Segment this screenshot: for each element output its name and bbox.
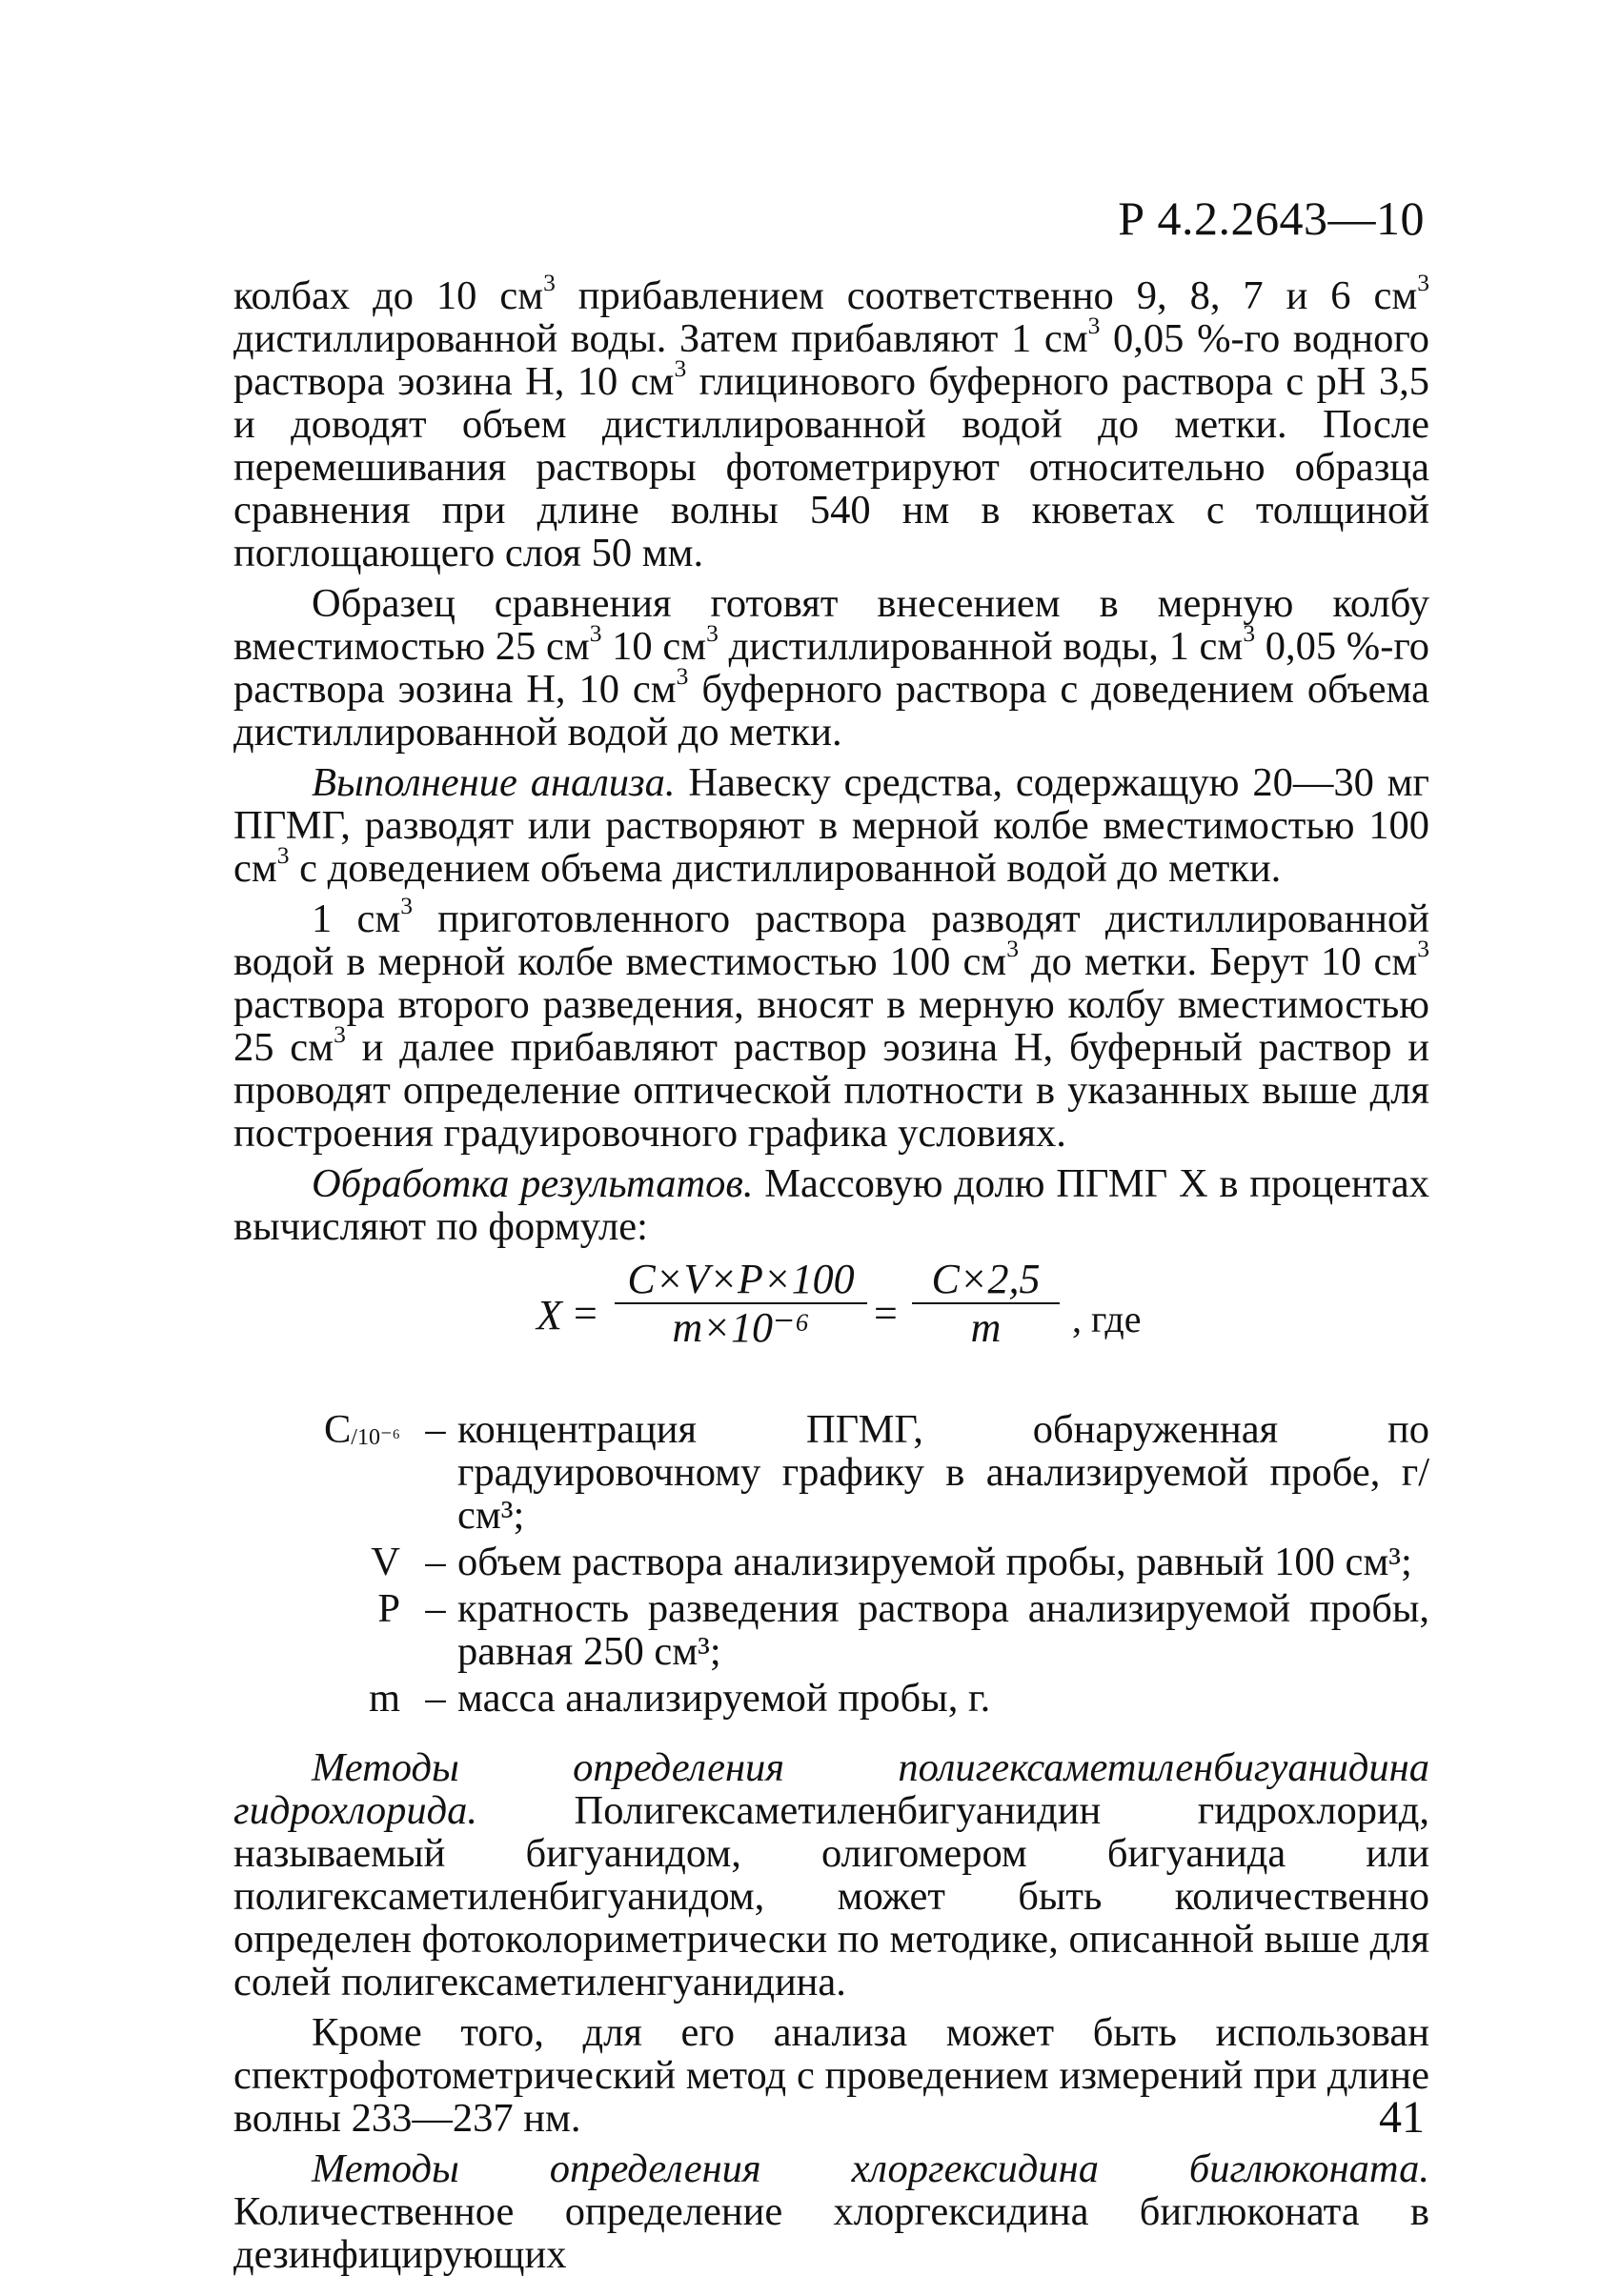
top-paragraph-5: Обработка результатов. Массовую долю ПГМГ Х в процентах вычисляют по формуле: [233,1161,1430,1249]
top-paragraph-2: Образец сравнения готовят внесением в мерную колбу вместимостью 25 $см^3$ 10 $см^3$ дистиллированной воды, 1 $см^3$ 0,05 %-го раствора эозина Н, 10 $см^3$ буферного раствора с доведением объема дистиллированной водой до метки. [233,581,1429,755]
definition-dash: – [425,1676,446,1721]
definition-row [233,1541,1429,1583]
top-paragraph-3: Выполнение анализа. Навеску средства, содержащую 20—30 мг ПГМГ, разводят или растворяют в мерной колбе вместимостью 100 $см^3$ с доведением объема дистиллированной водой до метки. [233,760,1429,891]
bottom-paragraph-3: Методы определения хлоргексидина биглюконата. Количественное определение хлоргексидина биглюконата в дезинфицирующих [233,2146,1429,2277]
formula-block [233,1258,1429,1391]
definition-symbol: C/10⁻⁶ [323,1407,400,1452]
formula-fraction-1-numerator: C×V×P×100 [615,1258,867,1304]
definition-symbol: m [368,1676,400,1721]
definition-symbol-subscript: /10⁻⁶ [351,1425,400,1450]
definition-text: концентрация ПГМГ, обнаруженная по градуировочному графику в анализируемой пробе, г/см³; [457,1407,1429,1538]
top-paragraph-1: колбах до 10 $см^3$ прибавлением соответственно 9, 8, 7 и 6 $см^3$ дистиллированной воды. Затем прибавляют 1 $см^3$ 0,05 %-го водного раствора эозина Н, 10 $см^3$ глицинового буферного раствора с pH 3,5 и доводят объем дистиллированной водой до метки. После перемешивания растворы фотометрируют относительно образца сравнения при длине волны 540 нм в кюветах с толщиной поглощающего слоя 50 мм. [233,268,1429,575]
document-code-header: Р 4.2.2643—10 [1118,191,1425,245]
formula-fraction-1 [615,1258,867,1349]
formula-fraction-2-numerator: C×2,5 [912,1258,1060,1304]
body-text [233,268,1430,2284]
definition-dash: – [425,1407,446,1452]
formula-fraction-1-denominator: m×10⁻⁶ [672,1304,810,1351]
paragraphs-bottom [233,1746,1429,2276]
definition-symbol: P [377,1586,400,1631]
formula-where: , где [1072,1298,1142,1340]
top-paragraph-4: 1 $см^3$ приготовленного раствора разводят дистиллированной водой в мерной колбе вместимостью 100 $см^3$ до метки. Берут 10 $см^3$ раствора второго разведения, вносят в мерную колбу вместимостью 25 $см^3$ и далее прибавляют раствор эозина Н, буферный раствор и проводят определение оптической плотности в указанных выше для построения градуировочного графика условиях. [233,891,1429,1156]
bottom-paragraph-2: Кроме того, для его анализа может быть использован спектрофотометрический метод с проведением измерений при длине волны 233—237 нм. [233,2010,1429,2141]
paragraphs-top [233,268,1430,1249]
variable-definitions [233,1408,1429,1720]
formula-lhs: X [537,1292,562,1339]
definition-row [233,1677,1429,1720]
definition-text: объем раствора анализируемой пробы, равный 100 см³; [457,1540,1412,1584]
formula-equals-2: = [874,1290,898,1337]
definition-text: масса анализируемой пробы, г. [457,1676,991,1721]
definition-row [233,1408,1429,1537]
bottom-paragraph-1: Методы определения полигексаметиленбигуанидина гидрохлорида. Полигексаметиленбигуанидин гидрохлорид, называемый бигуанидом, олигомером бигуанида или полигексаметиленбигуанидом, может быть количественно определен фотоколориметрически по методике, описанной выше для солей полигексаметиленгуанидина. [233,1745,1429,2004]
definition-dash: – [425,1540,446,1584]
definition-row [233,1587,1429,1673]
formula-fraction-2-denominator: m [970,1304,1002,1351]
formula-equals-1: = [574,1290,597,1337]
page-number: 41 [1379,2092,1425,2143]
definition-dash: – [425,1586,446,1631]
definition-symbol: V [371,1540,400,1584]
definition-text: кратность разведения раствора анализируемой пробы, равная 250 см³; [457,1586,1429,1674]
formula-fraction-2 [912,1258,1060,1349]
